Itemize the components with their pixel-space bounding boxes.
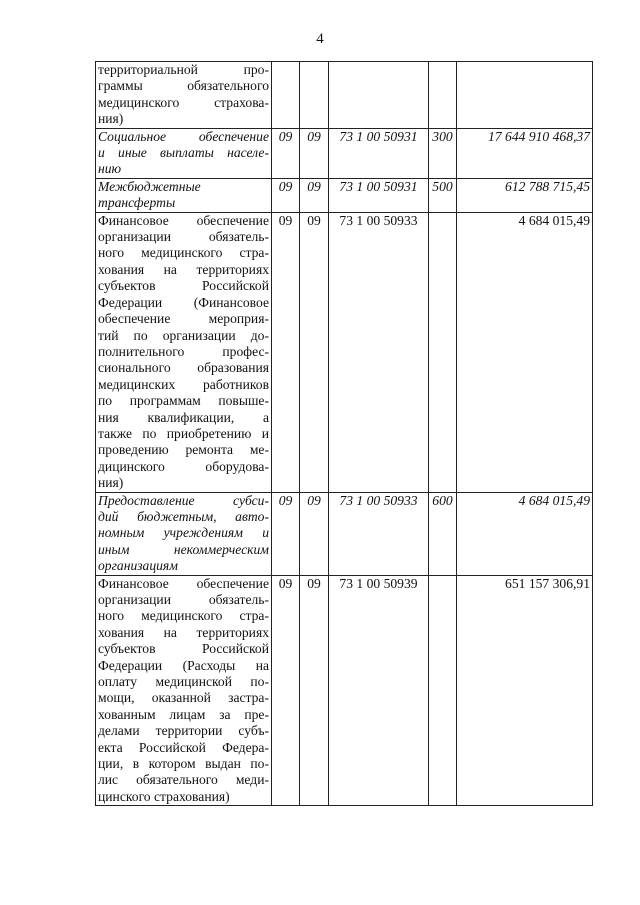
expense-name-line: дицинского оборудова-: [98, 458, 269, 474]
expense-name-line: нию: [98, 161, 122, 177]
section-code-cell: 09: [272, 178, 300, 212]
subsection-code-cell: 09: [300, 178, 329, 212]
section-code-cell: 09: [272, 212, 300, 492]
expense-name-line: Федерации (Финансовое: [98, 294, 269, 310]
target-article-cell: 73 1 00 50933: [329, 492, 429, 575]
subsection-code-cell: 09: [300, 212, 329, 492]
table-row: [96, 128, 593, 178]
expense-name-line: лис обязательного меди-: [98, 772, 269, 788]
expense-name-line: по программам повыше-: [98, 393, 269, 409]
expense-name-line: мощи, оказанной застра-: [98, 690, 269, 706]
expense-type-cell: [429, 212, 457, 492]
amount-cell: [457, 62, 593, 129]
expense-name-line: субъектов Российской: [98, 278, 269, 294]
expense-name-line: тий по организации до-: [98, 327, 269, 343]
expense-name-line: номным учреждениям и: [98, 525, 269, 541]
expense-name-line: организации обязатель-: [98, 229, 269, 245]
table-row: [96, 575, 593, 806]
expense-name-cell: [96, 492, 272, 575]
amount-cell: 651 157 306,91: [457, 575, 593, 806]
expense-name-line: ного медицинского стра-: [98, 608, 269, 624]
table-row: [96, 178, 593, 212]
subsection-code-cell: 09: [300, 575, 329, 806]
expense-name-line: Финансовое обеспечение: [98, 575, 269, 591]
expense-name-line: медицинского страхова-: [98, 94, 269, 110]
section-code-cell: 09: [272, 492, 300, 575]
expense-name-line: екта Российской Федера-: [98, 739, 269, 755]
expense-name-line: цинского страхования): [98, 788, 230, 804]
expense-name-line: и иные выплаты населе-: [98, 145, 269, 161]
expense-name-line: дий бюджетным, авто-: [98, 508, 269, 524]
amount-cell: 612 788 715,45: [457, 178, 593, 212]
expense-name-line: хования на территориях: [98, 624, 269, 640]
expense-name-line: субъектов Российской: [98, 641, 269, 657]
section-code-cell: [272, 62, 300, 129]
section-code-cell: 09: [272, 575, 300, 806]
expense-name-cell: [96, 62, 272, 129]
expense-name-cell: [96, 128, 272, 178]
amount-cell: 17 644 910 468,37: [457, 128, 593, 178]
amount-cell: 4 684 015,49: [457, 212, 593, 492]
expense-name-line: ного медицинского стра-: [98, 245, 269, 261]
target-article-cell: 73 1 00 50931: [329, 128, 429, 178]
expense-type-cell: [429, 575, 457, 806]
expense-name-line: граммы обязательного: [98, 78, 269, 94]
expense-type-cell: [429, 62, 457, 129]
expense-name-line: Финансовое обеспечение: [98, 212, 269, 228]
expense-name-line: хования на территориях: [98, 261, 269, 277]
expense-name-line: Федерации (Расходы на: [98, 657, 269, 673]
target-article-cell: 73 1 00 50933: [329, 212, 429, 492]
budget-table: [95, 61, 593, 806]
expense-name-line: организации обязатель-: [98, 592, 269, 607]
expense-name-line: организациям: [98, 558, 178, 574]
expense-name-cell: [96, 212, 272, 492]
expense-name-line: обеспечение мероприя-: [98, 311, 269, 327]
expense-name-line: Социальное обеспечение: [98, 128, 269, 144]
expense-name-line: ния): [98, 475, 124, 491]
table-row: [96, 492, 593, 575]
expense-name-line: полнительного профес-: [98, 343, 269, 359]
expense-name-line: ния): [98, 111, 124, 127]
table-row: [96, 212, 593, 492]
page-number: 4: [316, 31, 324, 47]
subsection-code-cell: 09: [300, 492, 329, 575]
target-article-cell: [329, 62, 429, 129]
expense-name-line: также по приобретению и: [98, 425, 269, 441]
subsection-code-cell: 09: [300, 128, 329, 178]
expense-name-line: медицинских работников: [98, 376, 269, 392]
expense-type-cell: 600: [429, 492, 457, 575]
expense-name-line: иным некоммерческим: [98, 541, 269, 557]
expense-type-cell: 500: [429, 178, 457, 212]
table-row: [96, 62, 593, 129]
expense-name-line: Предоставление субси-: [98, 492, 269, 508]
expense-name-cell: [96, 575, 272, 806]
amount-cell: 4 684 015,49: [457, 492, 593, 575]
expense-name-line: ния квалификации, а: [98, 409, 269, 425]
expense-name-line: сионального образования: [98, 360, 269, 376]
target-article-cell: 73 1 00 50931: [329, 178, 429, 212]
expense-name-line: Межбюджетные: [98, 178, 201, 194]
expense-name-line: ции, в котором выдан по-: [98, 756, 269, 772]
target-article-cell: 73 1 00 50939: [329, 575, 429, 806]
expense-name-line: проведению ремонта ме-: [98, 442, 269, 458]
expense-name-line: оплату медицинской по-: [98, 674, 269, 690]
subsection-code-cell: [300, 62, 329, 129]
expense-name-line: делами территории субъ-: [98, 723, 269, 739]
expense-type-cell: 300: [429, 128, 457, 178]
expense-name-line: хованным лицам за пре-: [98, 706, 269, 722]
expense-name-line: трансферты: [98, 195, 176, 211]
section-code-cell: 09: [272, 128, 300, 178]
expense-name-line: территориальной про-: [98, 62, 269, 77]
expense-name-cell: [96, 178, 272, 212]
